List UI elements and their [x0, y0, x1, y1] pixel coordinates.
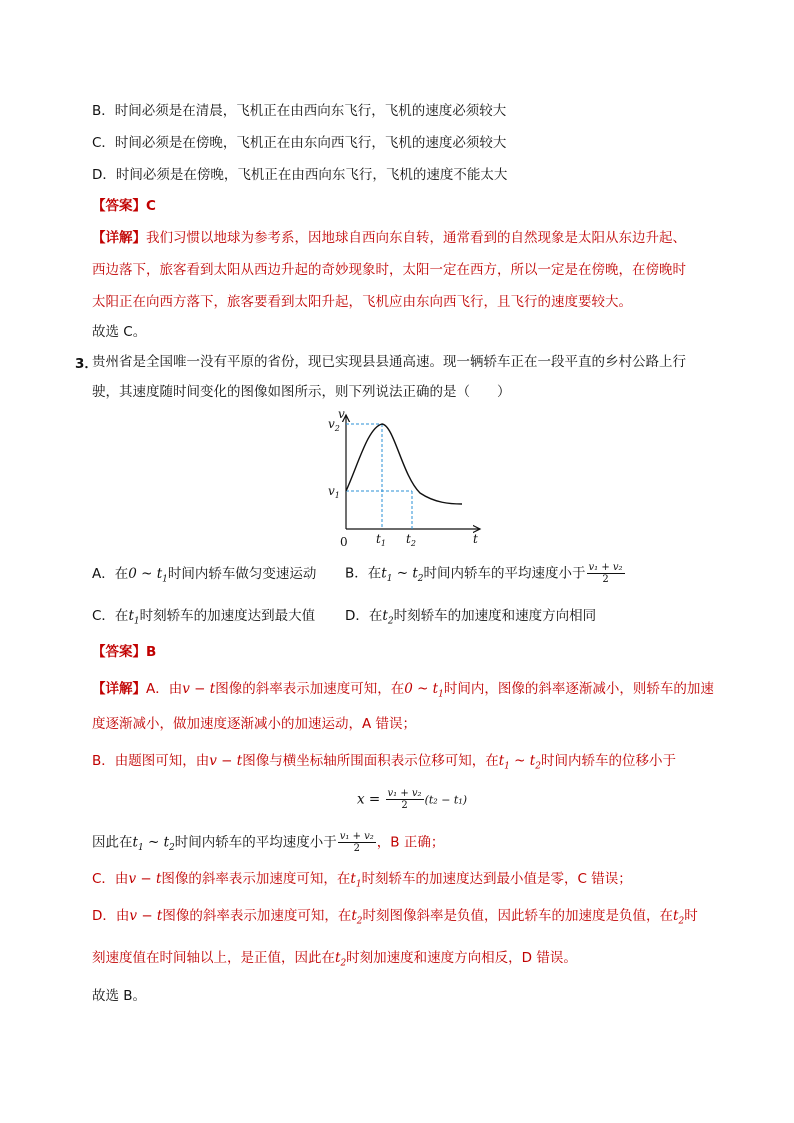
- answer-value: B: [146, 644, 157, 660]
- explain-d-post: 时刻图像斜率是负值，因此轿车的加速度是负值，在: [362, 908, 674, 924]
- fraction-num: v₁ + v₂: [588, 562, 623, 573]
- explain-d-end: 时: [684, 908, 698, 924]
- formula-time-diff: (t₂ − t₁): [424, 793, 468, 807]
- option-c-prev: C．时间必须是在傍晚，飞机正在由东向西飞行，飞机的速度必须较大: [92, 135, 507, 151]
- option-c-prefix: C．在: [92, 608, 129, 624]
- v-axis-label: v: [338, 407, 345, 421]
- option-d: D．在$t_2$时刻轿车的加速度和速度方向相同: [345, 608, 597, 627]
- option-b-prefix: B．在: [345, 565, 382, 582]
- option-c: C．在$t_1$时刻轿车的加速度达到最大值: [92, 608, 316, 627]
- option-a-range: 0 ~ t: [128, 566, 163, 582]
- option-c-text: 时刻轿车的加速度达到最大值: [139, 608, 316, 624]
- v2-letter: v: [328, 417, 335, 431]
- explain-3-d-line1: D．由v − t图像的斜率表示加速度可知，在$t_2$时刻图像斜率是负值，因此轿车的加速度是负值，在$t_2$时: [92, 908, 698, 927]
- explain-3-d-line2: 刻速度值在时间轴以上，是正值，因此在$t_2$时刻加速度和速度方向相反，D 错误。: [92, 950, 577, 969]
- explain-d-mid: 图像的斜率表示加速度可知，在: [162, 908, 352, 924]
- v2-sub: 2: [334, 424, 340, 433]
- explain-a-post: 时间内，图像的斜率逐渐减小，则轿车的加速: [443, 681, 714, 697]
- answer-label: 【答案】: [92, 198, 146, 214]
- answer-value: C: [146, 198, 156, 214]
- explain-3-b-line1: B．由题图可知，由v − t图像与横坐标轴所围面积表示位移可知，在$t_1$ ~ $t_2$时间内轿车的位移小于: [92, 753, 676, 772]
- conclusion-2: 故选 C。: [92, 324, 147, 340]
- fraction-num: v₁ + v₂: [387, 788, 422, 799]
- v1-letter: v: [328, 484, 335, 498]
- fraction-den: 2: [401, 800, 408, 811]
- explain-3-c: C．由v − t图像的斜率表示加速度可知，在$t_1$时刻轿车的加速度达到最小值是零，C 错误；: [92, 871, 632, 890]
- vt-notation: v − t: [182, 681, 216, 697]
- answer-2: [92, 196, 156, 216]
- option-a-prefix: A．在: [92, 566, 129, 582]
- option-a-text: 时间内轿车做匀变速运动: [167, 566, 317, 582]
- explain-a-pre: A．由: [146, 681, 183, 697]
- fraction-den: 2: [602, 574, 609, 585]
- formula-fraction: [386, 788, 424, 811]
- t1-sub: 1: [380, 539, 386, 548]
- explain-d-pre: D．由: [92, 908, 130, 924]
- question-number: 3．: [75, 356, 98, 372]
- explain-b-pre: B．由题图可知，由: [92, 753, 210, 769]
- explain-c-post: 时刻轿车的加速度达到最小值是零，C 错误；: [361, 871, 632, 887]
- explain-b3-pre: 因此在: [92, 834, 133, 851]
- option-d-prefix: D．在: [345, 608, 383, 624]
- answer-3: [92, 642, 156, 662]
- explain-label: 【详解】: [92, 230, 146, 246]
- explain-2-line3: 太阳正在向西方落下，旅客要看到太阳升起，飞机应由东向西飞行，且飞行的速度要较大。: [92, 294, 632, 310]
- option-d-prev: D．时间必须是在傍晚，飞机正在由西向东飞行，飞机的速度不能太大: [92, 167, 508, 183]
- explain-c-pre: C．由: [92, 871, 129, 887]
- explain-2-line2: 西边落下，旅客看到太阳从西边升起的奇妙现象时，太阳一定在西方，所以一定是在傍晚，在傍晚时: [92, 262, 686, 278]
- explain-b-mid: 图像与横坐标轴所围面积表示位移可知，在: [242, 753, 499, 769]
- explain-3-a-line2: 度逐渐减小，做加速度逐渐减小的加速运动，A 错误；: [92, 716, 417, 732]
- question-3-line1: 贵州省是全国唯一没有平原的省份，现已实现县县通高速。现一辆轿车正在一段平直的乡村公路上行: [92, 354, 686, 370]
- t1-label: [376, 532, 386, 548]
- fraction-avg: [587, 562, 625, 585]
- explain-d2-pre: 刻速度值在时间轴以上，是正值，因此在: [92, 950, 335, 966]
- fraction-den: 2: [353, 843, 360, 854]
- t1-letter: t: [376, 532, 381, 546]
- origin-label: 0: [340, 535, 348, 549]
- t2-label: [406, 532, 416, 548]
- option-a: A．在0 ~ $t_1$时间内轿车做匀变速运动: [92, 566, 317, 585]
- t2-letter: t: [406, 532, 411, 546]
- explain-label: 【详解】: [92, 681, 146, 697]
- option-b: B．在$t_1$ ~ $t_2$时间内轿车的平均速度小于 $\frac{\text{v₁ + v₂}}{2}$: [345, 562, 623, 585]
- explain-3-a-line1: 【详解】A．由v − t图像的斜率表示加速度可知，在0 ~ $t_1$时间内，图像的斜率逐渐减小，则轿车的加速: [92, 681, 714, 700]
- vt-notation: v − t: [209, 753, 243, 769]
- formula-x: x =: [357, 791, 381, 808]
- v1-sub: 1: [334, 491, 340, 500]
- fraction-avg: [338, 831, 376, 854]
- velocity-curve: [346, 424, 462, 504]
- vt-notation: v − t: [129, 908, 163, 924]
- displacement-formula: [357, 788, 467, 811]
- explain-b3-mid: 时间内轿车的平均速度小于: [174, 834, 337, 851]
- question-3-line2: 驶，其速度随时间变化的图像如图所示，则下列说法正确的是（ ）: [92, 384, 511, 400]
- option-b-prev: B．时间必须是在清晨，飞机正在由西向东飞行，飞机的速度必须较大: [92, 103, 507, 119]
- explain-c-mid: 图像的斜率表示加速度可知，在: [161, 871, 351, 887]
- fraction-num: v₁ + v₂: [339, 831, 374, 842]
- explain-3-b-line3: 因此在$t_1$ ~ $t_2$时间内轿车的平均速度小于 $\frac{\text{v₁ + v₂}}{2}$ ，B 正确；: [92, 831, 445, 854]
- explain-b3-post: ，B 正确；: [376, 834, 445, 851]
- option-b-text: 时间内轿车的平均速度小于: [423, 565, 586, 582]
- t-axis-label: t: [473, 532, 478, 546]
- explain-text: 我们习惯以地球为参考系，因地球自西向东自转，通常看到的自然现象是太阳从东边升起、: [146, 230, 686, 246]
- answer-label: 【答案】: [92, 644, 146, 660]
- v1-label: [328, 484, 340, 500]
- vt-graph: [320, 405, 490, 550]
- vt-notation: v − t: [128, 871, 162, 887]
- explain-d2-post: 时刻加速度和速度方向相反，D 错误。: [346, 950, 577, 966]
- option-d-text: 时刻轿车的加速度和速度方向相同: [393, 608, 597, 624]
- explain-b-post: 时间内轿车的位移小于: [540, 753, 676, 769]
- explain-a-mid: 图像的斜率表示加速度可知，在: [215, 681, 405, 697]
- t2-sub: 2: [410, 539, 416, 548]
- explain-2-line1: [92, 228, 686, 248]
- conclusion-3: 故选 B。: [92, 988, 147, 1004]
